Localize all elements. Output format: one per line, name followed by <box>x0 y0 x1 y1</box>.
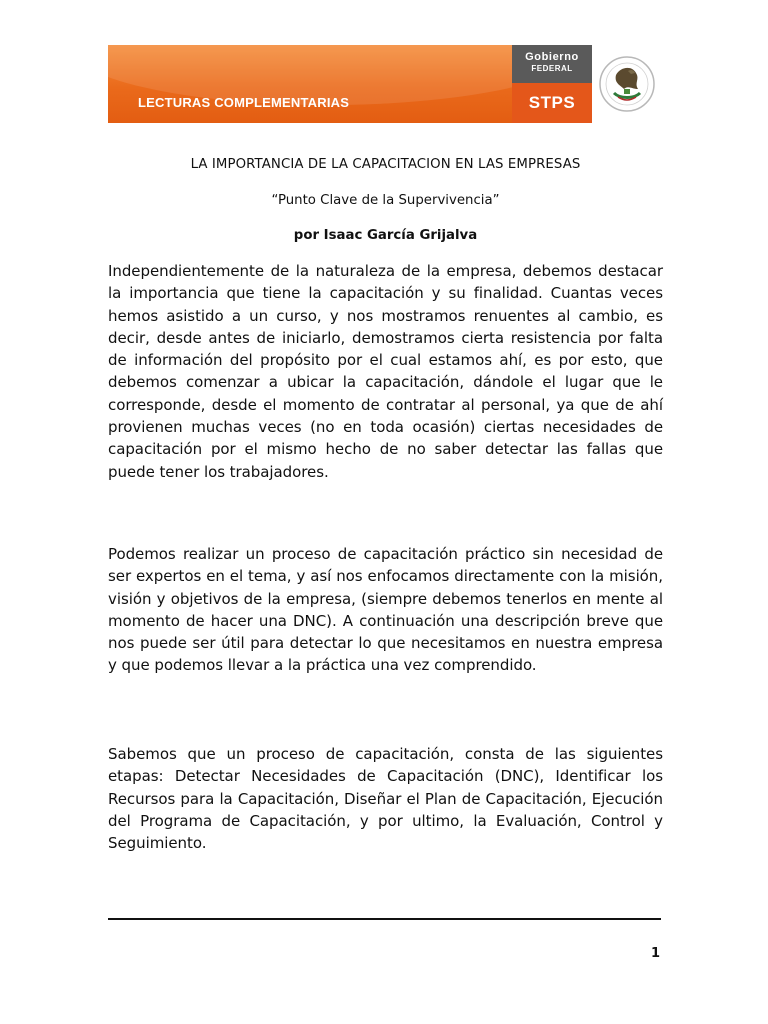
paragraph: Podemos realizar un proceso de capacitación práctico sin necesidad de ser expertos en el tema, y así nos enfocamos directamente con la misión, visión y objetivos de la empresa, (siempre debemos tenerlos en mente al momento de hacer una DNC). A continuación una descripción breve que nos puede ser útil para detectar lo que necesitamos en nuestra empresa y que podemos llevar a la práctica una vez comprendido. <box>108 545 663 675</box>
stps-logo: STPS <box>512 83 592 123</box>
seal-container <box>592 45 663 123</box>
gobierno-federal-logo <box>512 45 592 83</box>
paragraph: Sabemos que un proceso de capacitación, consta de las siguientes etapas: Detectar Necesidades de Capacitación (DNC), Identificar los Recursos para la Capacitación, Diseñar el Plan de Capacitación, Ejecución del Programa de Capacitación, y por ultimo, la Evaluación, Control y Seguimiento. <box>108 745 663 853</box>
paragraph: Independientemente de la naturaleza de la empresa, debemos destacar la importancia que tiene la capacitación y su finalidad. Cuantas veces hemos asistido a un curso, y nos mostramos renuentes al cambio, es decir, desde antes de iniciarlo, demostramos cierta resistencia por falta de información del propósito por el cual estamos ahí, es por esto, que debemos comenzar a ubicar la capacitación, dándole el lugar que le corresponde, desde el momento de contratar al personal, ya que de ahí provienen muchas veces (no en toda ocasión) ciertas necesidades de capacitación por el mismo hecho de no saber detectar las fallas que puede tener los trabajadores. <box>108 262 663 481</box>
federal-label: FEDERAL <box>531 64 573 73</box>
header-banner <box>108 45 663 123</box>
page-number: 1 <box>650 946 660 961</box>
document-title: LA IMPORTANCIA DE LA CAPACITACION EN LAS EMPRESAS <box>190 157 581 172</box>
gobierno-label: Gobierno <box>525 51 579 63</box>
document-subtitle: “Punto Clave de la Supervivencia” <box>271 193 500 208</box>
banner-title: LECTURAS COMPLEMENTARIAS <box>138 95 350 110</box>
mexican-coat-of-arms-icon <box>598 53 656 115</box>
document-author: por Isaac García Grijalva <box>293 228 478 243</box>
footer-divider <box>108 918 661 920</box>
